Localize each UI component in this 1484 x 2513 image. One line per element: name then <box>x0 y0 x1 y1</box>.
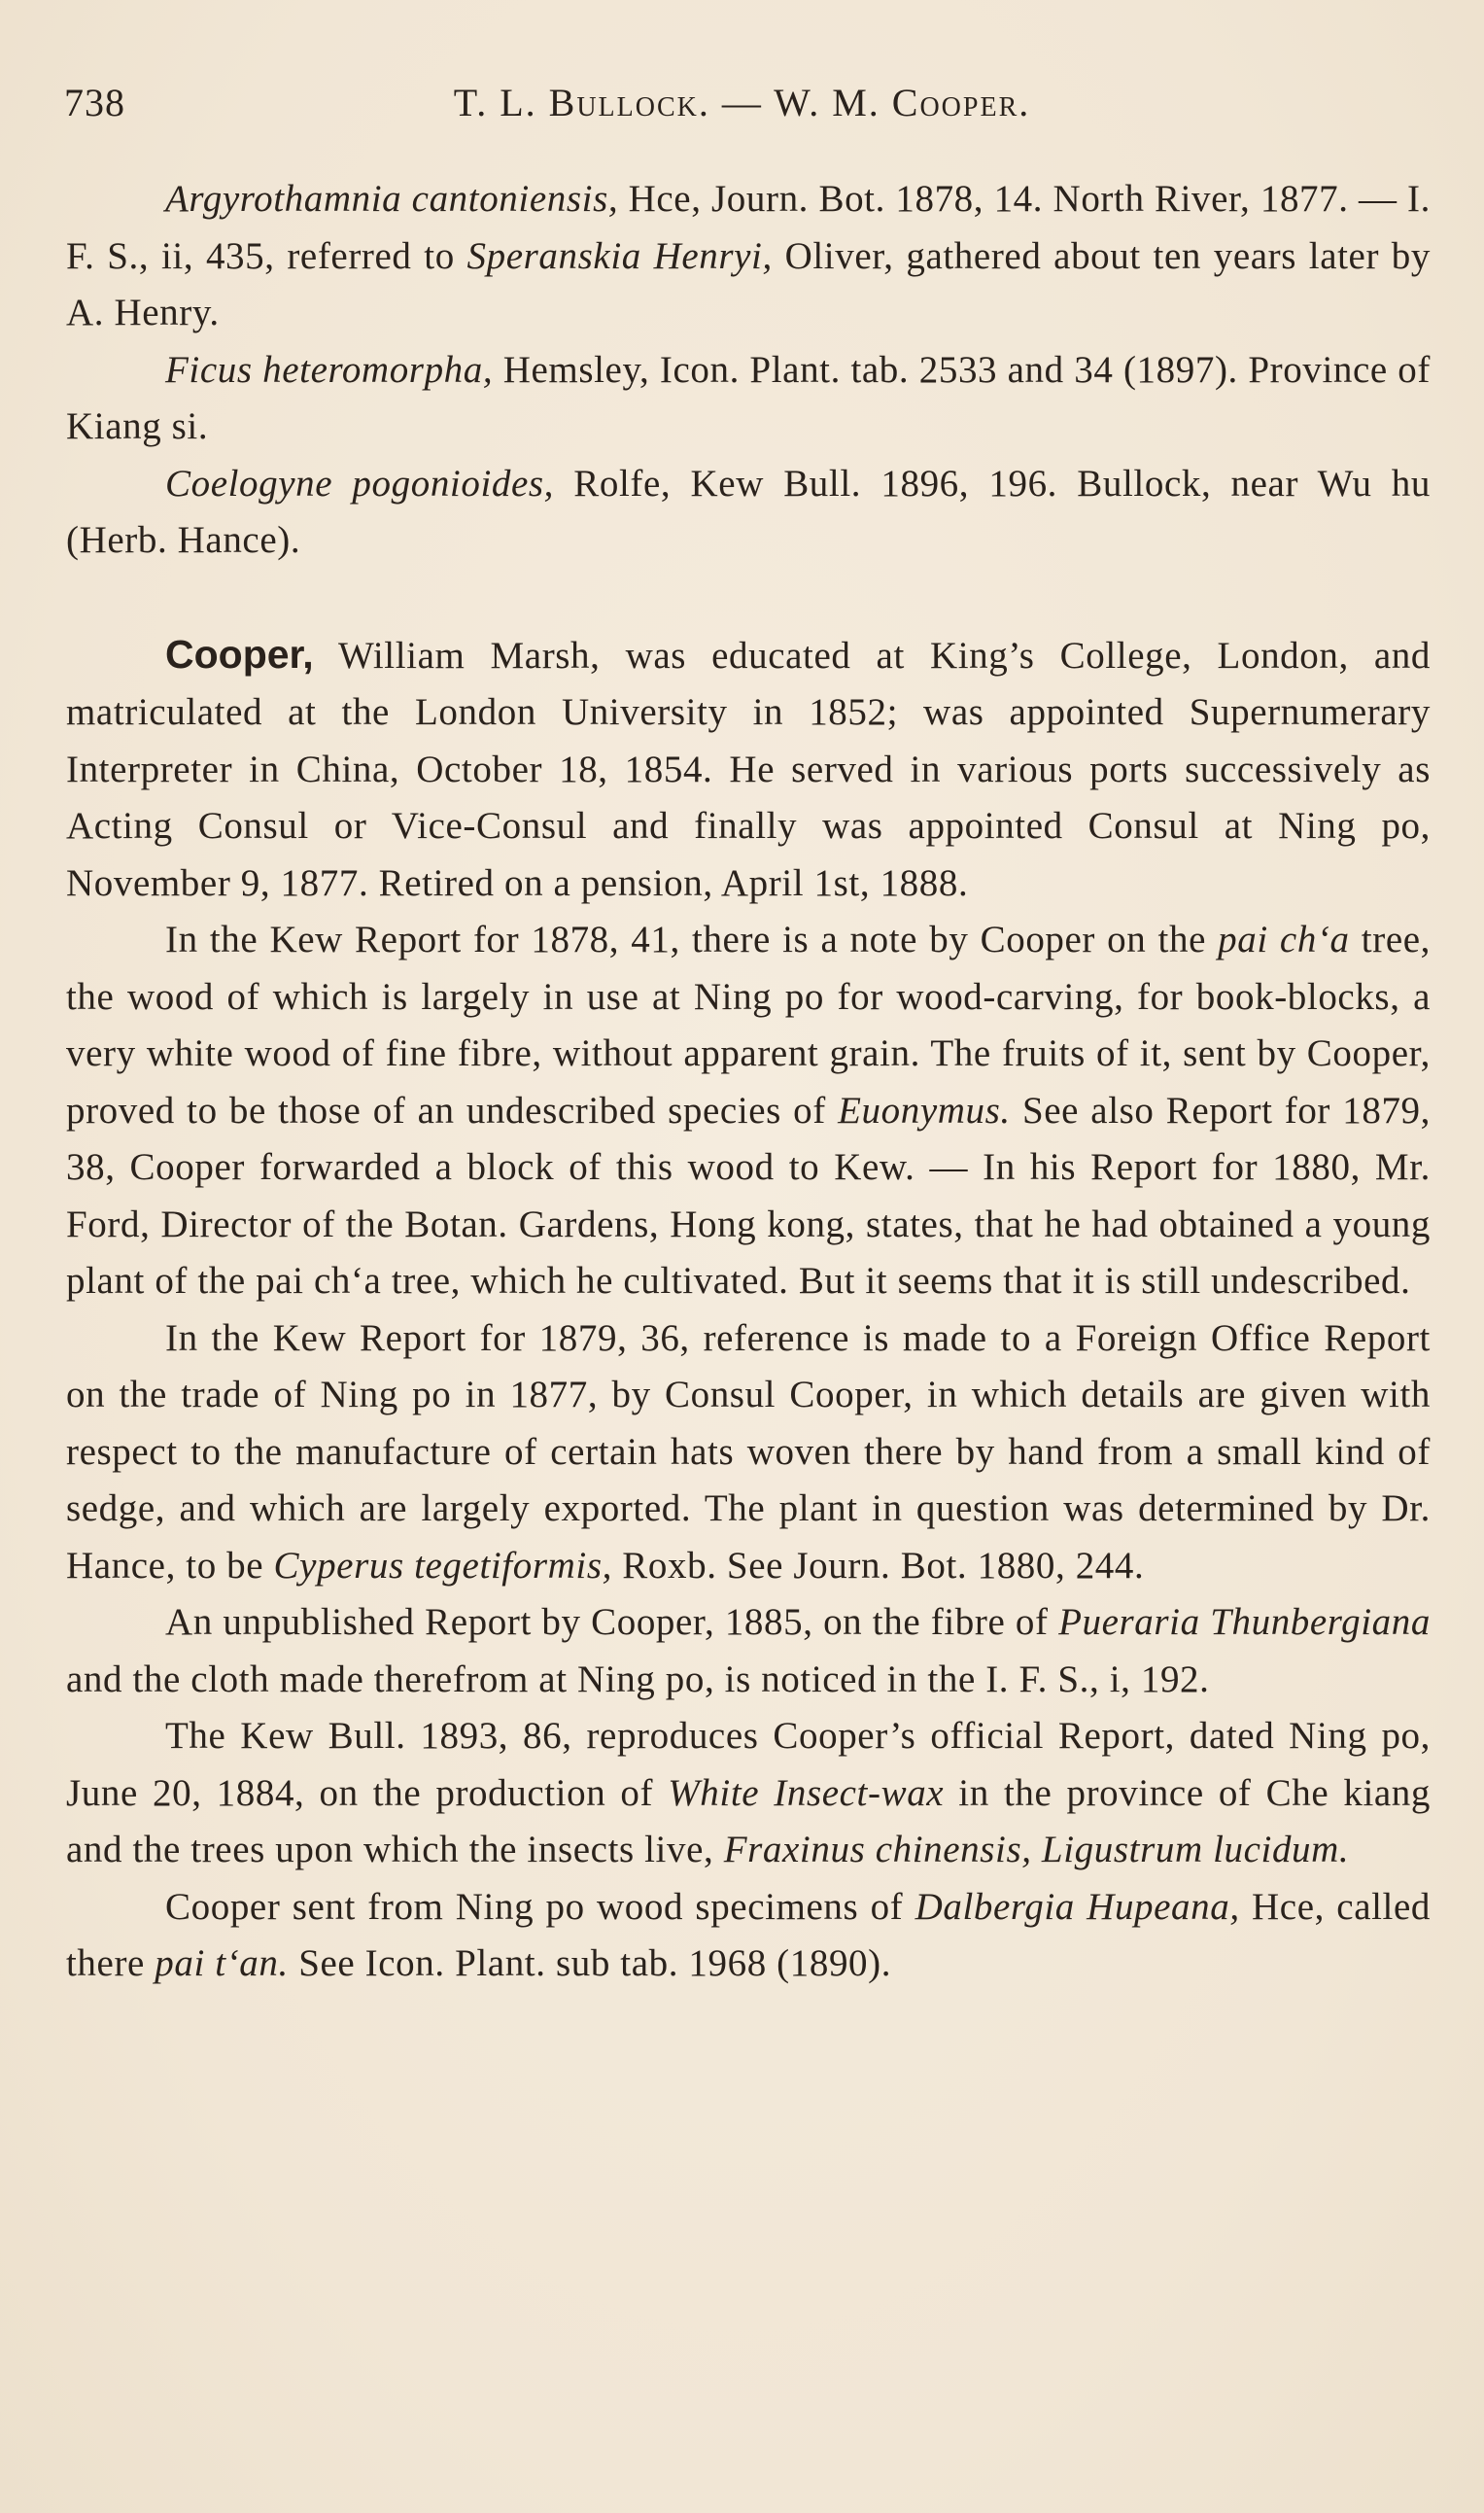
species-name: Fraxinus chinensis, Ligustrum lucidum. <box>723 1829 1350 1870</box>
running-head: T. L. Bullock. — W. M. Cooper. <box>453 81 1031 124</box>
species-name: Ficus heteromorpha, <box>165 348 494 391</box>
paragraph-text: In the Kew Report for 1878, 41, there is a note by Cooper on the <box>165 919 1219 960</box>
paragraph-pai-cha <box>66 912 1431 1310</box>
paragraph-text: tree, the wood of which is largely in use at Ning po for wood-carving, for book-blocks, a very white wood of fine fibre, without apparent grain. The fruits of it, sent by Cooper, proved to be those of an undescribed species of <box>66 919 1431 1132</box>
paragraph-text: William Marsh, was educated at King’s College, London, and matriculated at the London University in 1852; was appointed Supernumerary Interpreter in China, October 18, 1854. He served in various ports successively as Acting Consul or Vice-Consul and finally was appointed Consul at Ning po, November 9, 1877. Retired on a pension, April 1st, 1888. <box>66 634 1431 904</box>
species-name: Coelogyne pogonioides, <box>165 462 555 505</box>
paragraph-pueraria <box>66 1594 1431 1708</box>
cooper-intro-paragraph <box>66 626 1431 913</box>
entry-text: Oliver, gathered about ten years later by A. Henry. <box>66 234 1431 333</box>
page-number: 738 <box>64 81 125 124</box>
paragraph-text: Roxb. See Journ. Bot. 1880, 244. <box>611 1544 1145 1587</box>
paragraph-text: The Kew Bull. 1893, 86, reproduces Cooper’s official Report, dated Ning po, June 20, 1884, on the production of <box>66 1715 1431 1814</box>
entry-coelogyne <box>66 456 1431 570</box>
italic-term: White Insect-wax <box>668 1771 945 1814</box>
italic-term: pai ch‘a <box>1218 919 1350 960</box>
paragraph-text: Cooper sent from Ning po wood specimens of <box>165 1885 915 1928</box>
paragraph-text: An unpublished Report by Cooper, 1885, on the fibre of <box>165 1601 1059 1643</box>
page-body <box>66 171 1431 1993</box>
biography-name: Cooper, <box>165 631 314 677</box>
species-name: Speranskia Henryi, <box>466 234 773 277</box>
species-name: Cyperus tegetiformis, <box>273 1544 612 1587</box>
entry-text: Rolfe, Kew Bull. 1896, 196. Bullock, near Wu hu (Herb. Hance). <box>66 462 1431 561</box>
entry-text: Hce, Journ. Bot. 1878, 14. North River, 1877. — I. F. S., ii, 435, referred to <box>66 178 1431 277</box>
species-name: Euonymus. <box>838 1089 1011 1132</box>
species-name: Argyrothamnia cantoniensis, <box>165 178 619 220</box>
paragraph-text: See also Report for 1879, 38, Cooper forwarded a block of this wood to Kew. — In his Report for 1880, Mr. Ford, Director of the Botan. Gardens, Hong kong, states, that he had obtained a young plant of the pai ch‘a tree, which he cultivated. But it seems that it is still undescribed. <box>66 1089 1432 1302</box>
species-name: Dalbergia Hupeana, <box>915 1885 1240 1928</box>
paragraph-insect-wax <box>66 1708 1431 1879</box>
page-header <box>64 80 1420 134</box>
paragraph-text: in the province of Che kiang and the trees upon which the insects live, <box>66 1771 1431 1870</box>
species-name: Pueraria Thunbergiana <box>1058 1601 1431 1643</box>
paragraph-dalbergia <box>66 1879 1431 1993</box>
entry-ficus <box>66 342 1431 456</box>
paragraph-text: Hce, called there <box>66 1885 1431 1984</box>
paragraph-hats <box>66 1310 1431 1595</box>
paragraph-text: See Icon. Plant. sub tab. 1968 (1890). <box>288 1942 892 1984</box>
paragraph-text: and the cloth made therefrom at Ning po, is noticed in the I. F. S., i, 192. <box>66 1658 1210 1700</box>
entry-argyrothamnia <box>66 171 1431 342</box>
italic-term: pai t‘an. <box>155 1942 289 1984</box>
paragraph-text: In the Kew Report for 1879, 36, reference is made to a Foreign Office Report on the trade of Ning po in 1877, by Consul Cooper, in which details are given with respect to the manufacture of certain hats woven there by hand from a small kind of sedge, and which are largely exported. The plant in question was determined by Dr. Hance, to be <box>66 1316 1431 1587</box>
entry-text: Hemsley, Icon. Plant. tab. 2533 and 34 (1897). Province of Kiang si. <box>66 348 1431 447</box>
